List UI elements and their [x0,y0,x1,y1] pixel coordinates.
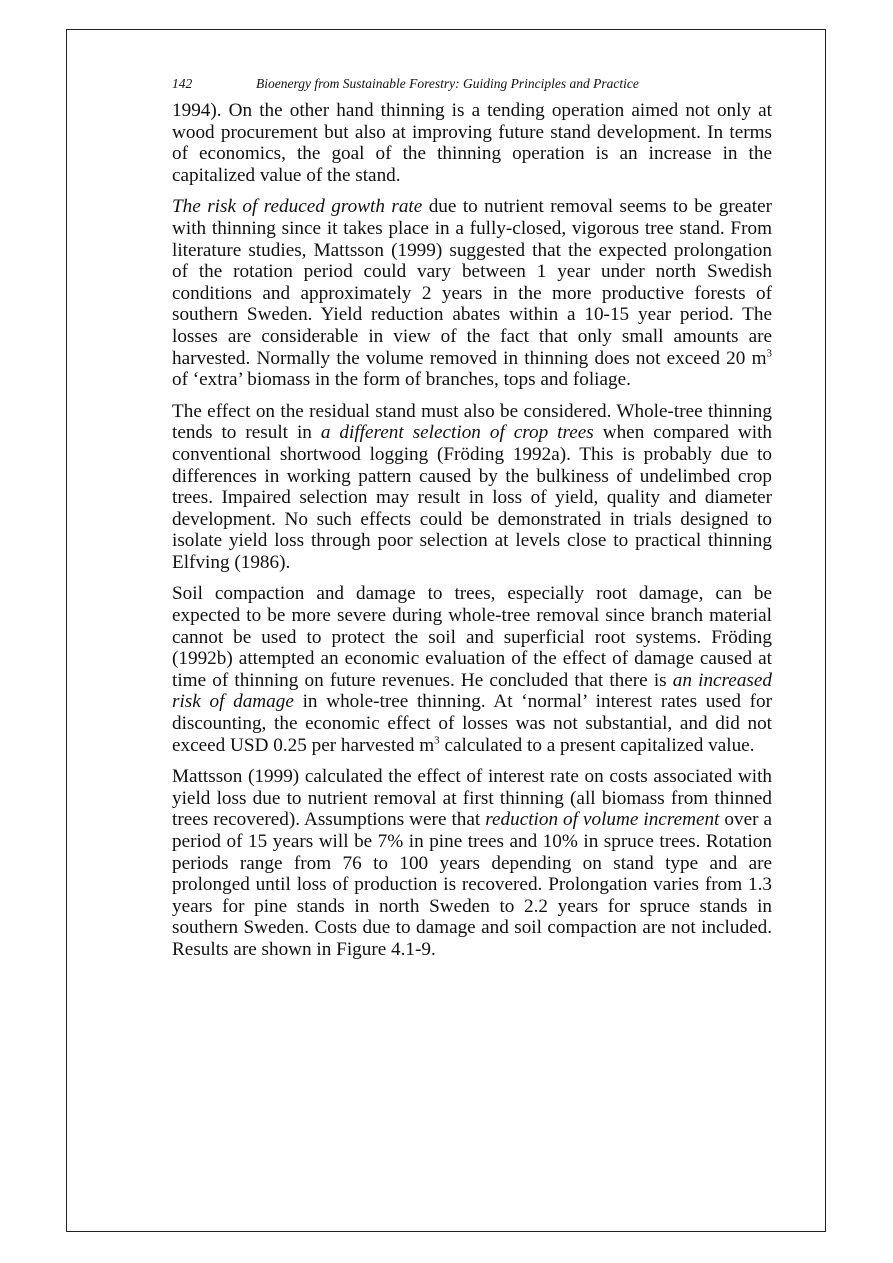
emphasis-different-selection: a different selection of crop trees [320,422,594,444]
paragraph-5-text-2: over a period of 15 years will be 7% in pine trees and 10% in spruce trees. Rotation periods range from 76 to 100 years depending on stand type and are prolonged until loss of production is recovered. Prolongation varies from 1.3 years for pine stands in north Sweden to 2.2 years for spruce stands in southern Sweden. Costs due to damage and soil compaction are not included. Results are shown in Figure 4.1-9. [172,809,772,960]
paragraph-1 [172,100,772,186]
paragraph-4-text-2: in whole-tree thinning. At ‘normal’ interest rates used for discounting, the economic effect of losses was not substantial, and did not exceed USD 0.25 per harvested m [172,691,772,756]
paragraph-5 [172,766,772,960]
paragraph-4 [172,583,772,756]
paragraph-5-text-1: Mattsson (1999) calculated the effect of interest rate on costs associated with yield loss due to nutrient removal at first thinning (all biomass from thinned trees recovered). Assumptions were that [172,766,772,831]
paragraph-2-text-1: due to nutrient removal seems to be greater with thinning since it takes place in a fully-closed, vigorous tree stand. From literature studies, Mattsson (1999) suggested that the expected prolongation of the rotation period could vary between 1 year under north Swedish conditions and approximately 2 years in the more productive forests of southern Sweden. Yield reduction abates within a 10-15 year period. The losses are considerable in view of the fact that only small amounts are harvested. Normally the volume removed in thinning does not exceed 20 m [172,196,772,369]
page-number: 142 [172,76,193,91]
superscript-3: 3 [766,347,772,360]
emphasis-increased-risk: an increased risk of damage [172,669,772,713]
superscript-3: 3 [434,734,440,747]
paragraph-2 [172,196,772,390]
emphasis-reduced-growth-rate: The risk of reduced growth rate [172,196,423,218]
body-text [172,100,772,971]
paragraph-4-text-1: Soil compaction and damage to trees, especially root damage, can be expected to be more severe during whole-tree removal since branch material cannot be used to protect the soil and superficial root systems. Fröding (1992b) attempted an economic evaluation of the effect of damage caused at time of thinning on future revenues. He concluded that there is [172,583,772,691]
emphasis-reduction-volume-increment: reduction of volume increment [485,809,720,831]
running-header [172,76,772,96]
paragraph-3-text-2: when compared with conventional shortwood logging (Fröding 1992a). This is probably due to differences in working pattern caused by the bulkiness of undelimbed crop trees. Impaired selection may result in loss of yield, quality and diameter development. No such effects could be demonstrated in trials designed to isolate yield loss through poor selection at levels close to practical thinning Elfving (1986). [172,422,772,573]
paragraph-2-text-2: of ‘extra’ biomass in the form of branches, tops and foliage. [172,369,631,391]
running-title: Bioenergy from Sustainable Forestry: Guiding Principles and Practice [256,76,639,91]
paragraph-3 [172,401,772,574]
paragraph-3-text-1: The effect on the residual stand must also be considered. Whole-tree thinning tends to result in [172,400,772,444]
paragraph-4-text-3: calculated to a present capitalized value. [439,734,755,756]
paragraph-1-text: 1994). On the other hand thinning is a tending operation aimed not only at wood procurement but also at improving future stand development. In terms of economics, the goal of the thinning operation is an increase in the capitalized value of the stand. [172,100,772,186]
